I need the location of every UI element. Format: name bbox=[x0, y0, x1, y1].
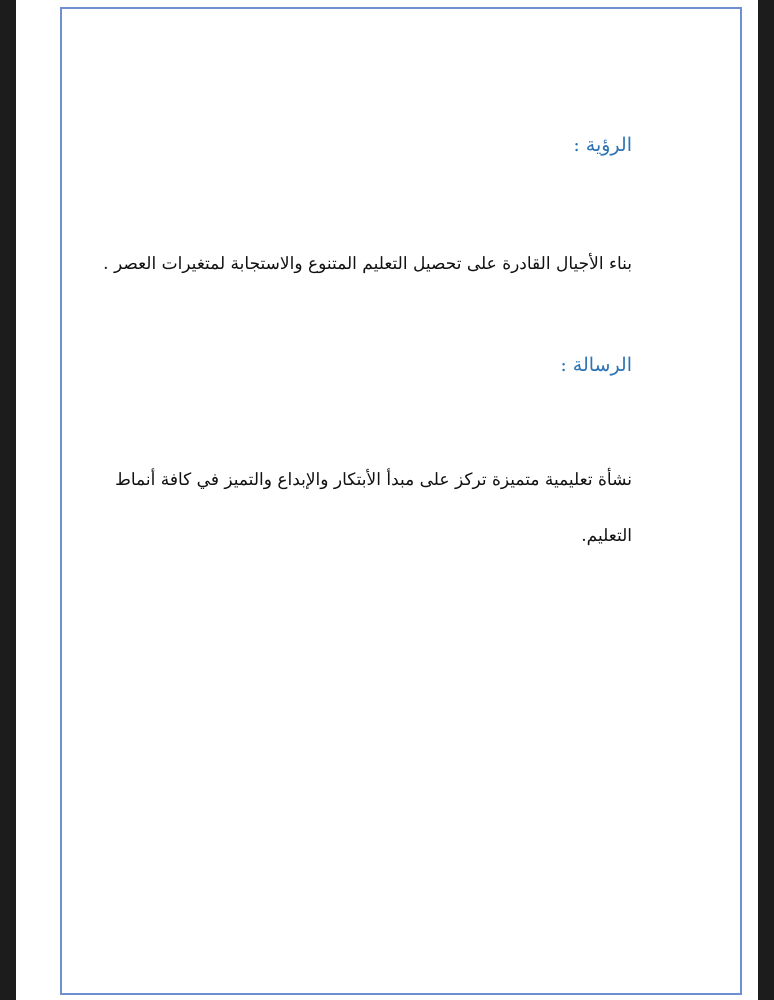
mission-paragraph bbox=[115, 452, 632, 564]
mission-text-line-1: نشأة تعليمية متميزة تركز على مبدأ الأبتكار والإبداع والتميز في كافة أنماط bbox=[115, 470, 632, 490]
mission-text-line-2: التعليم. bbox=[581, 526, 632, 546]
document-page bbox=[16, 0, 758, 1000]
vision-text: بناء الأجيال القادرة على تحصيل التعليم المتنوع والاستجابة لمتغيرات العصر . bbox=[103, 254, 632, 274]
vision-heading: الرؤية : bbox=[573, 134, 632, 156]
mission-heading: الرسالة : bbox=[560, 354, 632, 376]
